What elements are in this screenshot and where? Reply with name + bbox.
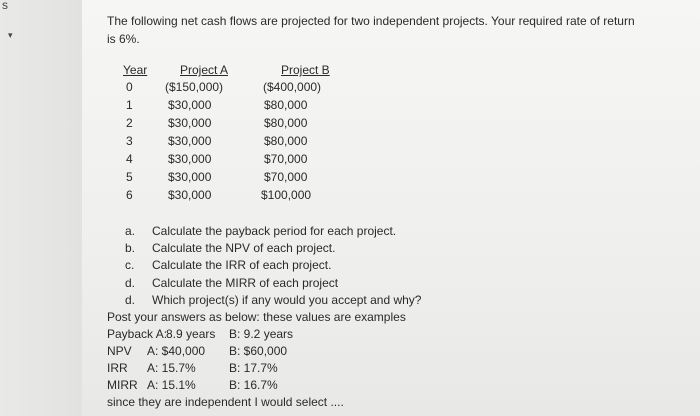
table-cell-project-b: $70,000 xyxy=(264,152,308,166)
table-cell-year: 4 xyxy=(126,152,133,166)
answers-intro: Post your answers as below: these values are examples xyxy=(107,310,406,324)
answer-value-a: 8.9 years xyxy=(166,327,216,341)
question-label: d. xyxy=(125,276,136,290)
table-header-project-a: Project A xyxy=(180,63,229,77)
table-cell-project-a: $30,000 xyxy=(168,188,212,202)
question-text: Calculate the MIRR of each project xyxy=(152,276,339,290)
table-cell-project-b: $80,000 xyxy=(264,98,308,112)
table-header-project-b: Project B xyxy=(281,63,330,77)
question-label: b. xyxy=(125,241,136,255)
closing-line: since they are independent I would select .... xyxy=(107,395,344,409)
answer-value-b: B: 16.7% xyxy=(229,378,278,392)
question-text: Calculate the IRR of each project. xyxy=(152,258,332,272)
table-cell-project-b: ($400,000) xyxy=(263,80,322,94)
table-cell-year: 6 xyxy=(126,188,133,202)
answer-label: MIRR xyxy=(107,378,138,392)
table-cell-project-b: $70,000 xyxy=(264,170,308,184)
answer-label: Payback A: xyxy=(107,327,168,341)
left-strip xyxy=(0,0,82,416)
table-cell-project-a: $30,000 xyxy=(168,134,212,148)
answer-value-b: B: $60,000 xyxy=(229,344,288,358)
table-cell-project-b: $80,000 xyxy=(264,116,308,130)
sidebar-mark: s xyxy=(2,0,8,12)
answer-value-a: A: $40,000 xyxy=(147,344,206,358)
question-label: c. xyxy=(125,258,135,272)
table-cell-year: 3 xyxy=(126,134,133,148)
table-cell-project-b: $100,000 xyxy=(261,188,312,202)
answer-label: NPV xyxy=(107,344,132,358)
table-cell-year: 0 xyxy=(126,80,133,94)
table-cell-project-a: $30,000 xyxy=(168,98,212,112)
table-cell-year: 2 xyxy=(126,116,133,130)
table-cell-year: 5 xyxy=(126,170,133,184)
question-label: a. xyxy=(125,224,136,238)
answer-value-a: A: 15.7% xyxy=(147,361,196,375)
table-cell-project-a: $30,000 xyxy=(168,170,212,184)
answer-value-b: B: 9.2 years xyxy=(229,327,294,341)
answer-value-b: B: 17.7% xyxy=(229,361,278,375)
table-cell-project-a: $30,000 xyxy=(168,116,212,130)
answer-label: IRR xyxy=(107,361,128,375)
table-cell-year: 1 xyxy=(126,98,133,112)
table-header-year: Year xyxy=(123,63,148,77)
intro-paragraph: The following net cash flows are projected for two independent projects. Your required rate of return is 6%. xyxy=(107,14,635,46)
question-text: Calculate the NPV of each project. xyxy=(152,241,336,255)
question-text: Which project(s) if any would you accept and why? xyxy=(152,293,422,307)
table-cell-project-a: $30,000 xyxy=(168,152,212,166)
chevron-down-icon: ▾ xyxy=(8,30,13,40)
table-cell-project-b: $80,000 xyxy=(264,134,308,148)
question-text: Calculate the payback period for each project. xyxy=(152,224,397,238)
document-page xyxy=(82,0,700,416)
question-label: d. xyxy=(125,293,136,307)
table-cell-project-a: ($150,000) xyxy=(165,80,224,94)
answer-value-a: A: 15.1% xyxy=(147,378,196,392)
